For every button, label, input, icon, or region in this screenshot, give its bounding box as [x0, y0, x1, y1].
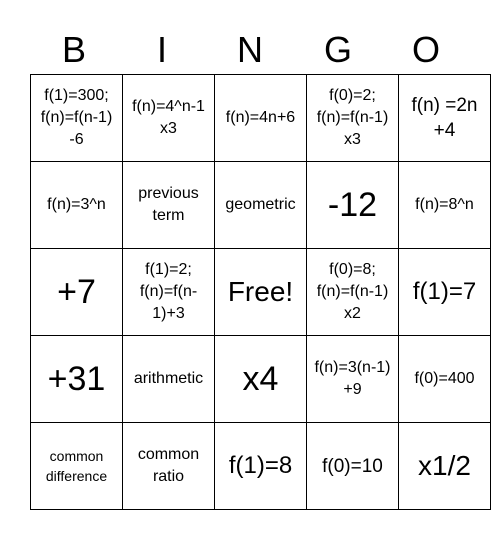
bingo-cell: f(n)=8^n	[399, 162, 491, 249]
bingo-header	[30, 26, 470, 74]
bingo-cell: x1/2	[399, 423, 491, 510]
bingo-cell: f(n) =2n +4	[399, 75, 491, 162]
bingo-cell: f(1)=8	[215, 423, 307, 510]
bingo-cell: previous term	[123, 162, 215, 249]
free-space: Free!	[215, 249, 307, 336]
board-row-5	[31, 423, 491, 510]
bingo-cell: f(n)=3(n-1) +9	[307, 336, 399, 423]
bingo-cell: arithmetic	[123, 336, 215, 423]
bingo-cell: f(0)=400	[399, 336, 491, 423]
bingo-cell: +7	[31, 249, 123, 336]
bingo-cell: f(0)=2; f(n)=f(n-1) x3	[307, 75, 399, 162]
header-letter-b: B	[61, 29, 86, 70]
bingo-cell: f(1)=2; f(n)=f(n-1)+3	[123, 249, 215, 336]
header-letter-o: O	[411, 29, 440, 70]
bingo-cell: f(1)=7	[399, 249, 491, 336]
bingo-cell: x4	[215, 336, 307, 423]
bingo-cell: f(1)=300; f(n)=f(n-1) -6	[31, 75, 123, 162]
header-letter-i: I	[156, 29, 167, 70]
bingo-cell: f(n)=3^n	[31, 162, 123, 249]
board-row-1	[31, 75, 491, 162]
header-letter-g: G	[323, 29, 352, 70]
bingo-cell: +31	[31, 336, 123, 423]
board-row-2	[31, 162, 491, 249]
bingo-cell: f(n)=4n+6	[215, 75, 307, 162]
bingo-cell: f(0)=10	[307, 423, 399, 510]
board-row-3	[31, 249, 491, 336]
header-letter-n: N	[237, 29, 263, 70]
bingo-cell: f(n)=4^n-1 x3	[123, 75, 215, 162]
bingo-cell: geometric	[215, 162, 307, 249]
bingo-cell: f(0)=8; f(n)=f(n-1) x2	[307, 249, 399, 336]
bingo-cell: common difference	[31, 423, 123, 510]
bingo-cell: common ratio	[123, 423, 215, 510]
bingo-cell: -12	[307, 162, 399, 249]
board-row-4	[31, 336, 491, 423]
bingo-board	[30, 74, 491, 510]
